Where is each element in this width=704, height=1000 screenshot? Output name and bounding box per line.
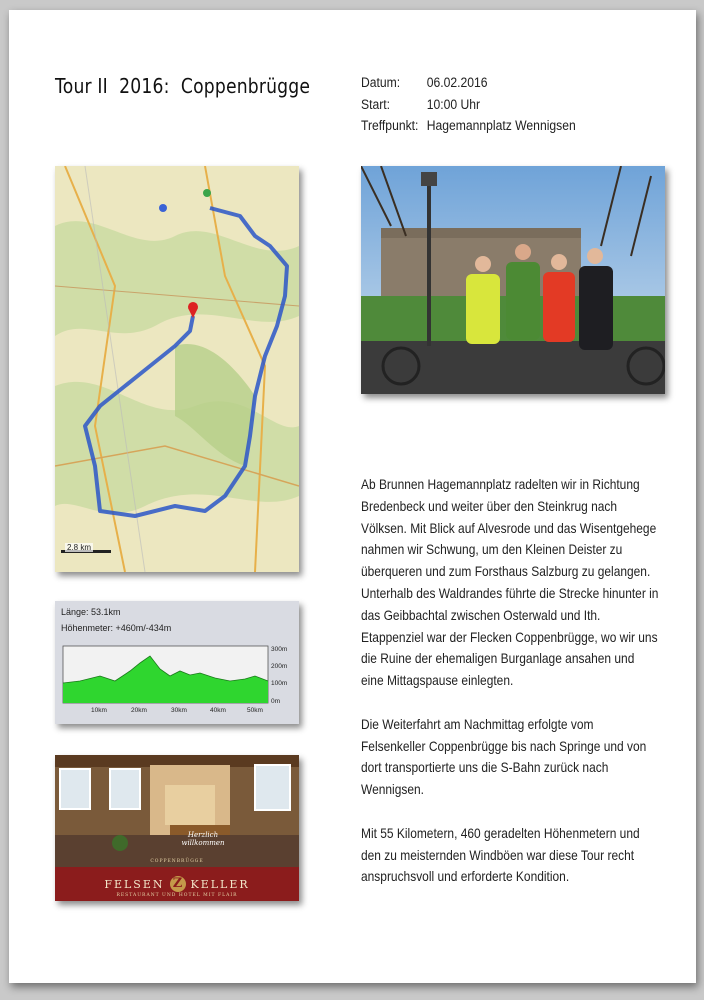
meta-value: 10:00 Uhr	[426, 96, 481, 112]
meta-row-meeting-point	[361, 115, 576, 137]
x-tick: 20km	[131, 707, 147, 714]
meta-label: Datum:	[361, 75, 401, 90]
keller-logo-icon: Z	[170, 876, 186, 892]
tour-meta	[361, 72, 576, 137]
profile-length: Länge: 53.1km	[61, 607, 121, 617]
y-tick: 200m	[271, 663, 288, 670]
x-tick: 50km	[247, 707, 263, 714]
page-title: Tour II 2016: Coppenbrügge	[55, 74, 311, 98]
meta-label: Treffpunkt:	[361, 118, 419, 133]
elevation-profile	[55, 601, 299, 724]
paragraph: Ab Brunnen Hagemannplatz radelten wir in Richtung Bredenbeck und weiter über den Steinkrug nach Völksen. Mit Blick auf Alvesrode und das Wisentgehege nahmen wir Schwung, um den Kleinen Deister zu überqueren und zum Forsthaus Salzburg zu gelangen. Unterhalb des Waldrandes führte die Strecke hinunter in das Geibbachtal zwischen Osterwald und Ith. Etappenziel war der Flecken Coppenbrügge, wo wir uns die Ruine der ehemaligen Burganlage ansahen und eine Mittagspause einlegten.	[361, 477, 659, 689]
keller-arc-text: COPPENBRÜGGE	[150, 859, 204, 864]
meta-row-start	[361, 94, 576, 116]
y-tick: 100m	[271, 680, 288, 687]
meta-value: 06.02.2016	[426, 75, 488, 90]
tour-description	[361, 474, 660, 910]
document-page	[9, 10, 696, 983]
route-map-graphic	[55, 166, 299, 572]
paragraph: Die Weiterfahrt am Nachmittag erfolgte vom Felsenkeller Coppenbrügge bis nach Springe und von dort transportierte uns die S-Bahn zurück nach Wennigsen.	[361, 716, 647, 798]
keller-subtitle: RESTAURANT UND HOTEL MIT FLAIR	[116, 893, 238, 898]
keller-name-left: FELSEN	[104, 877, 165, 891]
y-tick: 0m	[271, 698, 281, 705]
paragraph: Mit 55 Kilometern, 460 geradelten Höhenmetern und den zu meisternden Windböen war diese Tour recht anspruchsvoll und erforderte Kondition.	[361, 825, 640, 885]
map-scale-label: 2.8 km	[67, 543, 92, 552]
x-tick: 10km	[91, 707, 107, 714]
route-map	[55, 166, 299, 572]
y-tick: 300m	[271, 646, 288, 653]
group-photo-graphic	[361, 166, 665, 394]
keller-name-right: KELLER	[190, 877, 250, 891]
welcome-sign: Herzlich willkommen	[181, 831, 225, 847]
group-photo	[361, 166, 665, 394]
meta-value: Hagemannplatz Wennigsen	[426, 118, 576, 133]
x-tick: 30km	[171, 707, 187, 714]
x-tick: 40km	[210, 707, 226, 714]
felsenkeller-image	[55, 755, 299, 901]
meta-label: Start:	[361, 96, 391, 112]
meta-row-date	[361, 72, 576, 94]
profile-chart	[55, 601, 299, 724]
profile-elevation: Höhenmeter: +460m/-434m	[61, 623, 172, 633]
